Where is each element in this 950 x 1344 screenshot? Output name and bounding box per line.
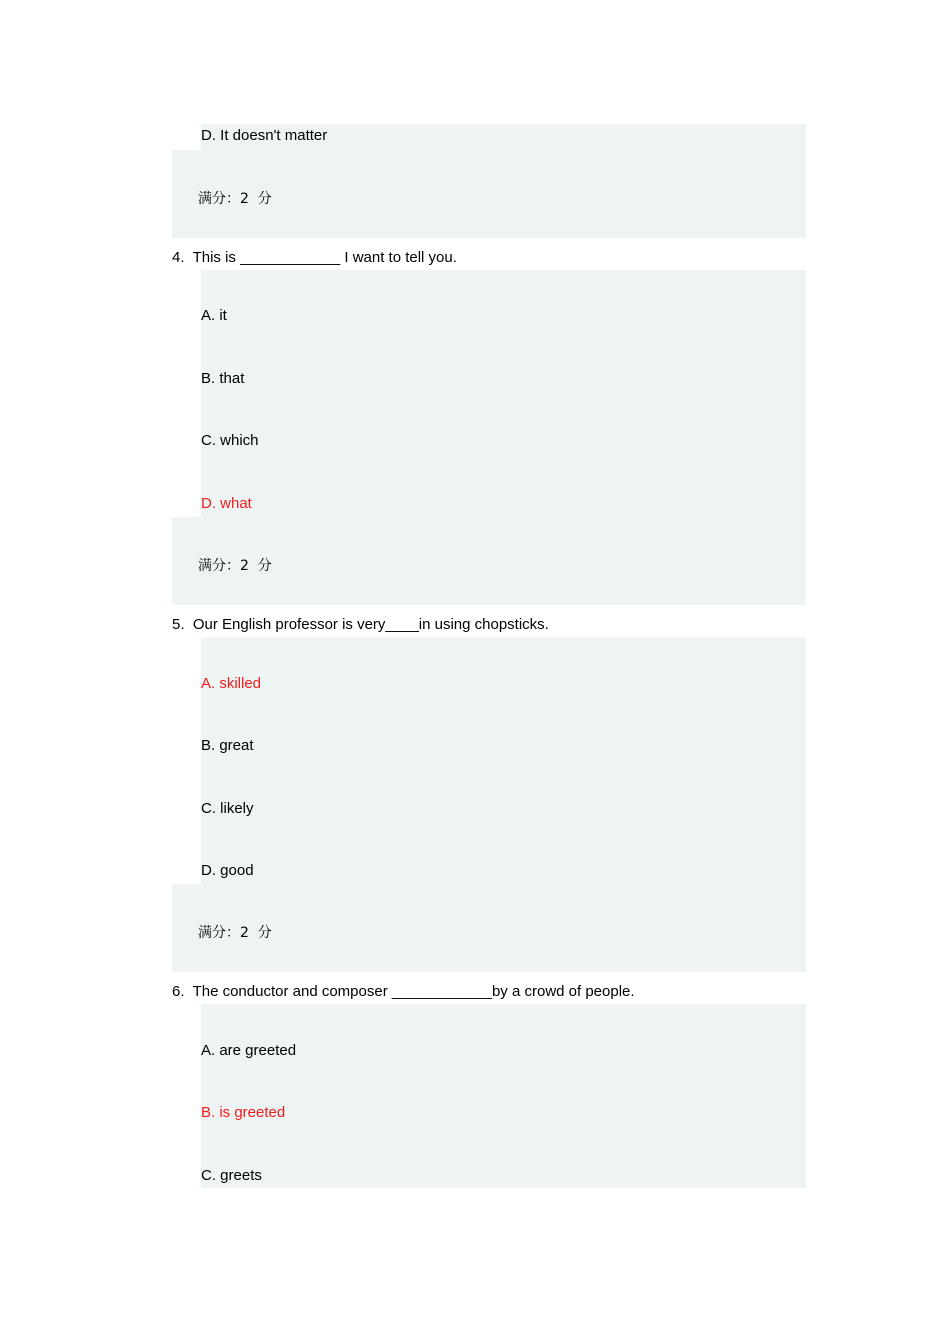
q5-option-b: B. great [201, 737, 254, 754]
q4-score: 满分：2 分 [198, 558, 272, 574]
options-panel [201, 637, 806, 884]
q5-option-a-correct: A. skilled [201, 675, 262, 692]
q3-option-d: D. It doesn't matter [201, 127, 328, 144]
q5-score: 满分：2 分 [198, 925, 272, 941]
q4-option-d-correct: D. what [201, 495, 252, 512]
q6-question: 6. The conductor and composer ____________by a crowd of people. [172, 983, 635, 1000]
q5-option-d: D. good [201, 862, 254, 879]
options-panel [201, 270, 806, 517]
q4-question: 4. This is ____________ I want to tell you. [172, 249, 457, 266]
q6-option-a: A. are greeted [201, 1042, 297, 1059]
q5-option-c: C. likely [201, 800, 254, 817]
q3-score: 满分：2 分 [198, 191, 272, 207]
q6-option-b-correct: B. is greeted [201, 1104, 286, 1121]
q4-option-a: A. it [201, 307, 227, 324]
options-panel [201, 1004, 806, 1188]
q4-option-b: B. that [201, 370, 245, 387]
q5-question: 5. Our English professor is very____in using chopsticks. [172, 616, 549, 633]
q6-option-c: C. greets [201, 1167, 262, 1184]
q4-option-c: C. which [201, 432, 259, 449]
